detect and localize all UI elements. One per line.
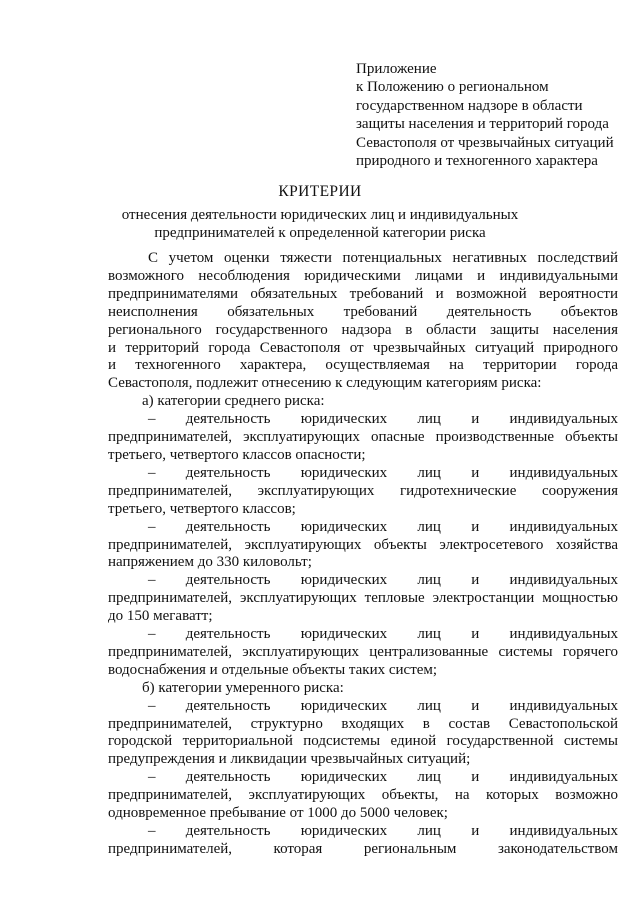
list-item-start: – деятельность юридических лиц и индивидуальных bbox=[148, 626, 618, 643]
body-line: предпринимателей, эксплуатирующих гидротехнические сооружения bbox=[108, 482, 618, 499]
body-line: предпринимателей, эксплуатирующих объекты электросетевого хозяйства bbox=[108, 536, 618, 553]
section-heading: б) категории умеренного риска: bbox=[142, 679, 344, 696]
subtitle-line: отнесения деятельности юридических лиц и индивидуальных bbox=[121, 207, 519, 223]
list-item-start: – деятельность юридических лиц и индивидуальных bbox=[148, 464, 618, 481]
list-item-start: – деятельность юридических лиц и индивидуальных bbox=[148, 411, 618, 428]
list-item-start: – деятельность юридических лиц и индивидуальных bbox=[148, 697, 618, 714]
document-subtitle bbox=[0, 206, 640, 242]
body-line: предпринимателями обязательных требований и возможной вероятности bbox=[108, 285, 618, 302]
document-body bbox=[108, 250, 618, 859]
appendix-line: Приложение bbox=[356, 61, 437, 77]
body-line: водоснабжения и отдельные объекты таких систем; bbox=[108, 661, 438, 678]
appendix-header bbox=[356, 60, 626, 170]
document-title: КРИТЕРИИ bbox=[278, 183, 362, 200]
body-line: третьего, четвертого классов; bbox=[108, 500, 296, 517]
body-line: неисполнения обязательных требований деятельность объектов bbox=[108, 303, 618, 320]
body-line: регионального государственного надзора в области защиты населения bbox=[108, 321, 618, 338]
section-heading: а) категории среднего риска: bbox=[142, 393, 325, 410]
body-line: городской территориальной подсистемы единой государственной системы bbox=[108, 733, 618, 750]
body-line: предпринимателей, которая региональным законодательством bbox=[108, 840, 618, 857]
body-line: предпринимателей, эксплуатирующих централизованные системы горячего bbox=[108, 643, 618, 660]
appendix-line: к Положению о региональном bbox=[356, 79, 549, 96]
appendix-line: Севастополя от чрезвычайных ситуаций bbox=[356, 134, 614, 151]
body-line: и техногенного характера, осуществляемая на территории города bbox=[108, 357, 618, 374]
body-line: предпринимателей, структурно входящих в состав Севастопольской bbox=[108, 715, 618, 732]
subtitle-line: предпринимателей к определенной категории риска bbox=[154, 225, 486, 241]
body-line: С учетом оценки тяжести потенциальных негативных последствий bbox=[148, 250, 618, 266]
body-line: Севастополя, подлежит отнесению к следующим категориям риска: bbox=[108, 375, 542, 392]
body-line: третьего, четвертого классов опасности; bbox=[108, 446, 366, 463]
appendix-line: защиты населения и территорий города bbox=[356, 116, 609, 133]
list-item-start: – деятельность юридических лиц и индивидуальных bbox=[148, 769, 618, 786]
body-line: одновременное пребывание от 1000 до 5000 человек; bbox=[108, 805, 448, 822]
list-item-start: – деятельность юридических лиц и индивидуальных bbox=[148, 518, 618, 535]
appendix-line: природного и техногенного характера bbox=[356, 153, 598, 170]
body-line: возможного несоблюдения юридическими лицами и индивидуальными bbox=[108, 267, 618, 284]
body-line: предпринимателей, эксплуатирующих объекты, на которых возможно bbox=[108, 787, 618, 804]
body-line: предпринимателей, эксплуатирующих опасные производственные объекты bbox=[108, 429, 618, 446]
body-line: до 150 мегаватт; bbox=[108, 608, 213, 625]
list-item-start: – деятельность юридических лиц и индивидуальных bbox=[148, 572, 618, 589]
body-line: предпринимателей, эксплуатирующих тепловые электростанции мощностью bbox=[108, 590, 618, 607]
appendix-line: государственном надзоре в области bbox=[356, 97, 583, 114]
body-line: напряжением до 330 киловольт; bbox=[108, 554, 312, 571]
body-line: и территорий города Севастополя от чрезвычайных ситуаций природного bbox=[108, 339, 618, 356]
body-line: предупреждения и ликвидации чрезвычайных ситуаций; bbox=[108, 751, 471, 768]
list-item-start: – деятельность юридических лиц и индивидуальных bbox=[148, 823, 618, 839]
